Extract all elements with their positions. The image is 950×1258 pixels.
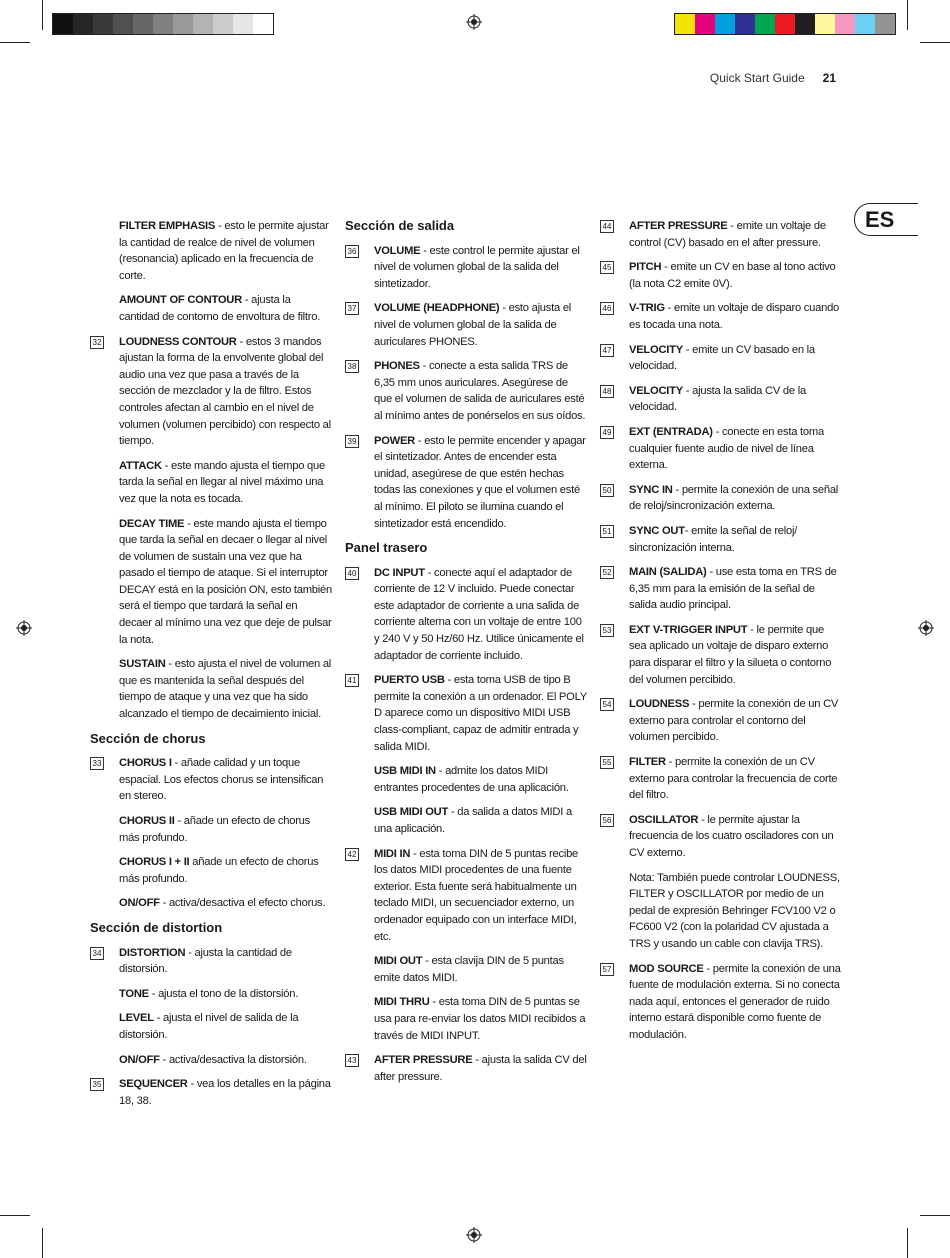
crop-mark [920,42,950,43]
desc-midi-thru: MIDI THRU - esta toma DIN de 5 puntas se usa para re-enviar los datos MIDI recibidos a través de MIDI INPUT. [374,996,586,1042]
desc-usb-midi-in: USB MIDI IN - admite los datos MIDI entrantes procedentes de una aplicación. [374,765,569,794]
item-41: 41 PUERTO USB - esta toma USB de tipo B permite la conexión a un ordenador. El POLY D aparece como un dispositivo MIDI USB class-compliant, capaz de admitir entrada y salida MIDI. [345,672,587,755]
crop-mark [920,1215,950,1216]
color-swatch [755,14,775,34]
item-44: 44 AFTER PRESSURE - emite un voltaje de control (CV) basado en el after pressure. [600,218,842,251]
item-34: 34 DISTORTION - ajusta la cantidad de distorsión. [90,945,332,978]
item-57: 57 MOD SOURCE - permite la conexión de una fuente de modulación externa. Si no conecta nada aquí, entonces el generador de ruido interno estará disponible como fuente de modulación. [600,961,842,1044]
section-title-rear-panel: Panel trasero [345,540,428,556]
color-swatch [795,14,815,34]
crop-mark [907,0,908,30]
color-swatch [675,14,695,34]
crop-mark [42,1228,43,1258]
gray-swatch [113,14,133,34]
item-39: 39 POWER - esto le permite encender y apagar el sintetizador. Antes de encender esta unidad, asegúrese de que estén hechas todas las conexiones y que el volumen esté al mínimo. El piloto se ilumina cuando el sintetizador está encendido. [345,433,587,533]
color-swatch [735,14,755,34]
gray-swatch [73,14,93,34]
item-51: 51 SYNC OUT- emite la señal de reloj/ sincronización interna. [600,523,842,556]
item-46: 46 V-TRIG - emite un voltaje de disparo cuando es tocada una nota. [600,300,842,333]
desc-midi-out: MIDI OUT - esta clavija DIN de 5 puntas emite datos MIDI. [374,955,564,984]
registration-mark-icon [466,1227,482,1243]
color-swatch [875,14,895,34]
item-56: 56 OSCILLATOR - le permite ajustar la frecuencia de los cuatro osciladores con un CV externo. [600,812,842,862]
desc-chorus-onoff: ON/OFF - activa/desactiva el efecto chorus. [119,897,326,910]
gray-swatch [253,14,273,34]
gray-swatch [233,14,253,34]
column-1 [90,218,332,1117]
desc-chorus-1-2: CHORUS I + II añade un efecto de chorus más profundo. [119,856,319,885]
page-header [710,71,836,85]
item-52: 52 MAIN (SALIDA) - use esta toma en TRS de 6,35 mm para la emisión de la señal de salida audio principal. [600,564,842,614]
crop-mark [42,0,43,30]
item-49: 49 EXT (ENTRADA) - conecte en esta toma cualquier fuente audio de nivel de línea externa. [600,424,842,474]
grayscale-color-bar [52,13,274,35]
gray-swatch [173,14,193,34]
note-paragraph: Nota: También puede controlar LOUDNESS, FILTER y OSCILLATOR por medio de un pedal de expresión Behringer FCV100 V2 o FC600 V2 (con la polaridad CV ajustada a TRS y usando un cable con clavija TRS). [629,871,840,950]
gray-swatch [193,14,213,34]
gray-swatch [93,14,113,34]
process-color-bar [674,13,896,35]
column-3 [600,218,842,1052]
section-title-distortion: Sección de distortion [90,919,223,935]
item-33: 33 CHORUS I - añade calidad y un toque espacial. Los efectos chorus se intensifican en stereo. [90,755,332,805]
color-swatch [715,14,735,34]
desc-sustain: SUSTAIN - esto ajusta el nivel de volumen al que es mantenida la señal después del tiempo de ataque y una vez que ha sido alcanzado el tiempo de decaimiento inicial. [119,658,332,721]
item-40: 40 DC INPUT - conecte aquí el adaptador de corriente de 12 V incluido. Puede conectar este adaptador de corriente a una salida de corriente alterna con un voltaje de entre 100 y 240 V y 50 Hz/60 Hz. Utilice únicamente el adaptador de corriente incluido. [345,565,587,665]
desc-distortion-onoff: ON/OFF - activa/desactiva la distorsión. [119,1053,307,1066]
desc-decay-time: DECAY TIME - este mando ajusta el tiempo que tarda la señal en decaer o llegar al nivel de volumen de sustain una vez que ha pasado el tiempo de ataque. Si el interruptor DECAY está en la posición ON, esto también será el tiempo que tardará la señal en decaer al mínimo una vez que deje de pulsar la nota. [119,517,332,646]
item-54: 54 LOUDNESS - permite la conexión de un CV externo para controlar el contorno del volumen percibido. [600,696,842,746]
gray-swatch [213,14,233,34]
item-53: 53 EXT V-TRIGGER INPUT - le permite que sea aplicado un voltaje de disparo externo para disparar el filtro y la silueta o contorno del volumen percibido. [600,622,842,688]
section-title-output: Sección de salida [345,218,455,233]
item-43: 43 AFTER PRESSURE - ajusta la salida CV del after pressure. [345,1052,587,1085]
crop-mark [0,42,30,43]
item-37: 37 VOLUME (HEADPHONE) - esto ajusta el nivel de volumen global de la salida de auriculares PHONES. [345,300,587,350]
page-number: 21 [822,71,836,85]
item-50: 50 SYNC IN - permite la conexión de una señal de reloj/sincronización externa. [600,482,842,515]
desc-attack: ATTACK - este mando ajusta el tiempo que tarda la señal en llegar al nivel máximo una vez que la nota es tocada. [119,459,325,505]
registration-mark-icon [918,620,934,636]
desc-amount-of-contour: AMOUNT OF CONTOUR - ajusta la cantidad de contorno de envoltura de filtro. [119,294,321,323]
section-title-chorus: Sección de chorus [90,730,206,746]
item-36: 36 VOLUME - este control le permite ajustar el nivel de volumen global de la salida del sintetizador. [345,243,587,293]
item-35: 35 SEQUENCER - vea los detalles en la página 18, 38. [90,1076,332,1109]
color-swatch [695,14,715,34]
desc-tone: TONE - ajusta el tono de la distorsión. [119,987,299,1000]
desc-level: LEVEL - ajusta el nivel de salida de la distorsión. [119,1012,299,1041]
column-2 [345,218,587,1093]
color-swatch [815,14,835,34]
item-47: 47 VELOCITY - emite un CV basado en la velocidad. [600,342,842,375]
registration-mark-icon [16,620,32,636]
item-42: 42 MIDI IN - esta toma DIN de 5 puntas recibe los datos MIDI procedentes de una fuente exterior. Esta fuente será habitualmente un teclado MIDI, un secuenciador externo, un ordenador equipado con un interface MIDI, etc. [345,846,587,946]
item-48: 48 VELOCITY - ajusta la salida CV de la velocidad. [600,383,842,416]
color-swatch [835,14,855,34]
desc-filter-emphasis: FILTER EMPHASIS - esto le permite ajustar la cantidad de realce de nivel de volumen (resonancia) aplicado en la frecuencia de corte. [119,220,329,282]
desc-usb-midi-out: USB MIDI OUT - da salida a datos MIDI a una aplicación. [374,806,572,835]
item-32: 32 LOUDNESS CONTOUR - estos 3 mandos ajustan la forma de la envolvente global del audio una vez que pasa a través de la sección de mezclador y la de filtro. Estos controles afectan al cambio en el nivel de volumen (volumen percibido) con respecto al tiempo. [90,334,332,450]
gray-swatch [133,14,153,34]
item-45: 45 PITCH - emite un CV en base al tono activo (la nota C2 emite 0V). [600,259,842,292]
item-55: 55 FILTER - permite la conexión de un CV externo para controlar la frecuencia de corte del filtro. [600,754,842,804]
item-38: 38 PHONES - conecte a esta salida TRS de 6,35 mm unos auriculares. Asegúrese de que el volumen de salida de auriculares esté al mínimo antes de ponérselos en sus oídos. [345,358,587,424]
guide-title: Quick Start Guide [709,71,805,85]
registration-mark-icon [466,14,482,30]
desc-chorus-2: CHORUS II - añade un efecto de chorus más profundo. [119,815,310,844]
language-tab: ES [854,203,918,236]
color-swatch [855,14,875,34]
gray-swatch [153,14,173,34]
crop-mark [907,1228,908,1258]
color-swatch [775,14,795,34]
crop-mark [0,1215,30,1216]
gray-swatch [53,14,73,34]
